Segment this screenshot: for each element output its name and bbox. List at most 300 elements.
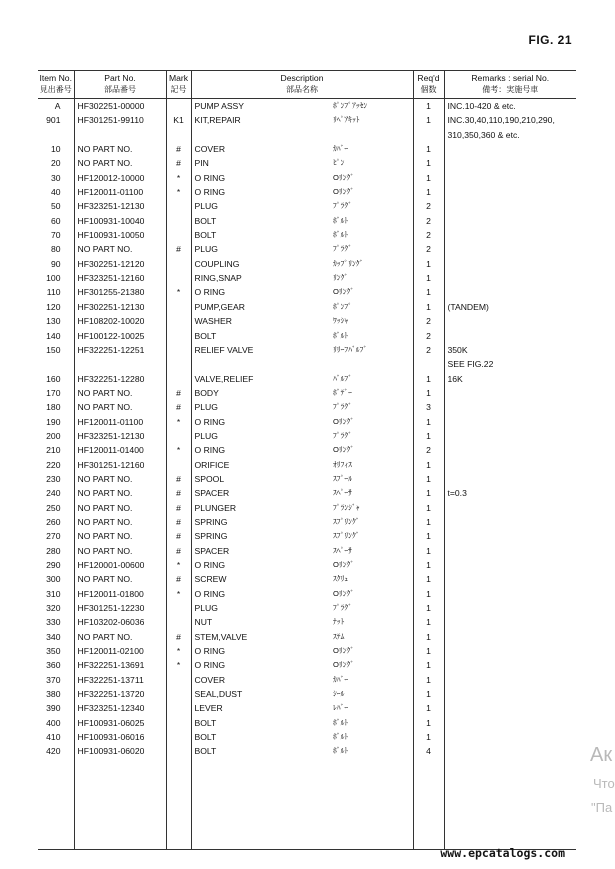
quantity-cell: 3 <box>413 400 444 414</box>
watermark-text: Ак <box>590 744 613 766</box>
item-number-cell: 901 <box>46 115 61 126</box>
description-cell: COUPLING <box>191 257 333 271</box>
table-row <box>38 572 576 586</box>
quantity-cell: 1 <box>413 300 444 314</box>
description-cell: PUMP,GEAR <box>191 300 333 314</box>
description-cell: LEVER <box>191 701 333 715</box>
part-number-cell: NO PART NO. <box>74 386 166 400</box>
mark-cell: # <box>166 386 191 400</box>
description-cell: SPRING <box>191 515 333 529</box>
part-number-cell: HF100931-06020 <box>74 744 166 758</box>
item-number-cell: 360 <box>46 660 61 671</box>
description-cell: O RING <box>191 185 333 199</box>
mark-cell: * <box>166 185 191 199</box>
remarks-cell <box>444 601 576 615</box>
table-header-row <box>38 71 576 99</box>
table-row <box>38 285 576 299</box>
japanese-name-cell: ﾜｯｼｬ <box>333 316 349 326</box>
part-number-cell: HF100931-06016 <box>74 730 166 744</box>
quantity-cell: 1 <box>413 185 444 199</box>
remarks-cell <box>444 701 576 715</box>
mark-cell: # <box>166 572 191 586</box>
japanese-name-cell: ｶﾊﾞｰ <box>333 144 349 154</box>
part-number-cell: NO PART NO. <box>74 400 166 414</box>
part-number-cell: NO PART NO. <box>74 544 166 558</box>
table-row <box>38 443 576 457</box>
remarks-cell <box>444 515 576 529</box>
quantity-cell <box>413 128 444 142</box>
description-cell: ORIFICE <box>191 458 333 472</box>
item-number-cell: 240 <box>46 488 61 499</box>
japanese-name-cell: ｵﾘﾌｨｽ <box>333 459 352 469</box>
remarks-cell <box>444 501 576 515</box>
mark-cell: K1 <box>166 113 191 127</box>
mark-cell <box>166 615 191 629</box>
quantity-cell: 1 <box>413 644 444 658</box>
item-number-cell: 220 <box>46 459 61 470</box>
part-number-cell: HF302251-12130 <box>74 300 166 314</box>
japanese-name-cell: ﾎﾞﾙﾄ <box>333 746 349 756</box>
japanese-name-cell: Oﾘﾝｸﾞ <box>333 445 355 455</box>
japanese-name-cell: ﾎﾟﾝﾌﾟ <box>333 301 352 311</box>
remarks-cell: INC.30,40,110,190,210,290, <box>444 113 576 127</box>
japanese-name-cell: ｽﾃﾑ <box>333 631 345 641</box>
description-cell: VALVE,RELIEF <box>191 372 333 386</box>
part-number-cell: HF120012-10000 <box>74 171 166 185</box>
mark-cell: * <box>166 171 191 185</box>
part-number-cell: NO PART NO. <box>74 501 166 515</box>
quantity-cell: 1 <box>413 501 444 515</box>
table-row <box>38 142 576 156</box>
table-row <box>38 300 576 314</box>
part-number-cell: HF100931-10050 <box>74 228 166 242</box>
part-number-cell: NO PART NO. <box>74 472 166 486</box>
parts-list-body <box>38 99 576 850</box>
part-number-cell: HF322251-13720 <box>74 687 166 701</box>
description-cell: WASHER <box>191 314 333 328</box>
part-number-cell: HF301251-12230 <box>74 601 166 615</box>
mark-cell <box>166 257 191 271</box>
table-row <box>38 271 576 285</box>
description-cell: COVER <box>191 673 333 687</box>
item-number-cell: 410 <box>46 732 61 743</box>
description-cell: SCREW <box>191 572 333 586</box>
quantity-cell: 1 <box>413 658 444 672</box>
part-number-cell: HF103202-06036 <box>74 615 166 629</box>
item-number-cell: A <box>54 101 61 111</box>
table-row <box>38 615 576 629</box>
quantity-cell: 4 <box>413 744 444 758</box>
part-number-cell: HF120011-01800 <box>74 587 166 601</box>
table-row <box>38 744 576 758</box>
japanese-name-cell: ﾎﾞﾙﾄ <box>333 230 349 240</box>
mark-cell: # <box>166 400 191 414</box>
part-number-cell: HF100122-10025 <box>74 329 166 343</box>
quantity-cell: 2 <box>413 314 444 328</box>
remarks-cell: 350K <box>444 343 576 357</box>
description-cell: PUMP ASSY <box>191 99 333 114</box>
remarks-cell <box>444 415 576 429</box>
japanese-name-cell: ﾎﾞﾃﾞｰ <box>333 387 352 397</box>
part-number-cell <box>74 128 166 142</box>
table-row <box>38 558 576 572</box>
quantity-cell: 1 <box>413 285 444 299</box>
mark-cell <box>166 300 191 314</box>
item-number-cell: 340 <box>46 631 61 642</box>
japanese-name-cell: ﾚﾊﾞｰ <box>333 703 349 713</box>
table-row <box>38 357 576 371</box>
mark-cell: # <box>166 630 191 644</box>
item-number-cell: 50 <box>50 201 61 212</box>
remarks-cell <box>444 730 576 744</box>
item-number-cell: 180 <box>46 402 61 413</box>
japanese-name-cell: ｽｸﾘｭ <box>333 574 349 584</box>
mark-cell: # <box>166 156 191 170</box>
empty-cell <box>333 759 413 850</box>
quantity-cell: 2 <box>413 329 444 343</box>
mark-cell: # <box>166 472 191 486</box>
mark-cell <box>166 372 191 386</box>
header-part-no: Part No. 部品番号 <box>74 71 166 99</box>
quantity-cell: 1 <box>413 572 444 586</box>
item-number-cell: 140 <box>46 330 61 341</box>
mark-cell <box>166 271 191 285</box>
part-number-cell: NO PART NO. <box>74 529 166 543</box>
japanese-name-cell: ﾅｯﾄ <box>333 617 345 627</box>
remarks-cell <box>444 271 576 285</box>
japanese-name-cell: ｶｯﾌﾟﾘﾝｸﾞ <box>333 258 364 268</box>
table-row <box>38 329 576 343</box>
table-row <box>38 544 576 558</box>
item-number-cell: 30 <box>50 172 61 183</box>
quantity-cell: 1 <box>413 673 444 687</box>
japanese-name-cell: Oﾘﾝｸﾞ <box>333 416 355 426</box>
japanese-name-cell: ﾘﾍﾟｱｷｯﾄ <box>333 115 360 125</box>
item-number-cell: 20 <box>50 158 61 169</box>
item-number-cell: 300 <box>46 574 61 585</box>
remarks-cell <box>444 199 576 213</box>
part-number-cell: HF100931-06025 <box>74 716 166 730</box>
website-link[interactable]: www.epcatalogs.com <box>440 846 565 860</box>
quantity-cell: 1 <box>413 558 444 572</box>
description-cell: BOLT <box>191 716 333 730</box>
header-description: Description 部品名称 <box>191 71 413 99</box>
figure-label: FIG. 21 <box>528 33 572 47</box>
part-number-cell: HF322251-13711 <box>74 673 166 687</box>
quantity-cell: 1 <box>413 156 444 170</box>
japanese-name-cell: ﾎﾟﾝﾌﾟｱｯｾﾝ <box>333 101 368 110</box>
table-row <box>38 429 576 443</box>
japanese-name-cell: Oﾘﾝｸﾞ <box>333 560 355 569</box>
table-row <box>38 343 576 357</box>
part-number-cell: HF100931-10040 <box>74 214 166 228</box>
remarks-cell <box>444 171 576 185</box>
table-row <box>38 128 576 142</box>
item-number-cell: 400 <box>46 717 61 728</box>
part-number-cell: HF301251-99110 <box>74 113 166 127</box>
part-number-cell: HF120001-00600 <box>74 558 166 572</box>
japanese-name-cell: ﾌﾟﾗｸﾞ <box>333 402 352 412</box>
part-number-cell: HF120011-01100 <box>74 185 166 199</box>
remarks-cell <box>444 142 576 156</box>
item-number-cell: 230 <box>46 473 61 484</box>
remarks-cell <box>444 587 576 601</box>
japanese-name-cell: ｼｰﾙ <box>333 689 345 699</box>
part-number-cell: NO PART NO. <box>74 630 166 644</box>
description-cell: PLUG <box>191 400 333 414</box>
japanese-name-cell: ﾌﾟﾗｸﾞ <box>333 201 352 211</box>
table-row <box>38 658 576 672</box>
mark-cell <box>166 716 191 730</box>
table-row <box>38 199 576 213</box>
description-cell: SPRING <box>191 529 333 543</box>
quantity-cell: 1 <box>413 415 444 429</box>
item-number-cell: 210 <box>46 445 61 456</box>
part-number-cell: HF301251-12160 <box>74 458 166 472</box>
part-number-cell: NO PART NO. <box>74 486 166 500</box>
table-spacer-row <box>38 759 576 850</box>
japanese-name-cell: ｽﾍﾟｰｻ <box>333 545 352 555</box>
description-cell: SPACER <box>191 544 333 558</box>
table-row <box>38 486 576 500</box>
mark-cell <box>166 199 191 213</box>
item-number-cell: 190 <box>46 416 61 427</box>
mark-cell <box>166 214 191 228</box>
part-number-cell: HF323251-12340 <box>74 701 166 715</box>
remarks-cell <box>444 615 576 629</box>
remarks-cell <box>444 228 576 242</box>
part-number-cell: HF120011-01100 <box>74 415 166 429</box>
item-number-cell: 170 <box>46 387 61 398</box>
japanese-name-cell: ﾎﾞﾙﾄ <box>333 732 349 742</box>
description-cell: COVER <box>191 142 333 156</box>
table-row <box>38 630 576 644</box>
item-number-cell: 120 <box>46 301 61 312</box>
quantity-cell: 1 <box>413 544 444 558</box>
quantity-cell: 1 <box>413 271 444 285</box>
remarks-cell <box>444 156 576 170</box>
quantity-cell: 2 <box>413 242 444 256</box>
description-cell: RELIEF VALVE <box>191 343 333 357</box>
description-cell: O RING <box>191 171 333 185</box>
description-cell <box>191 357 333 371</box>
quantity-cell: 1 <box>413 630 444 644</box>
japanese-name-cell: Oﾘﾝｸﾞ <box>333 660 355 670</box>
table-row <box>38 185 576 199</box>
table-row <box>38 156 576 170</box>
part-number-cell: NO PART NO. <box>74 142 166 156</box>
remarks-cell <box>444 400 576 414</box>
item-number-cell: 110 <box>46 287 61 298</box>
part-number-cell: NO PART NO. <box>74 515 166 529</box>
table-row <box>38 415 576 429</box>
item-number-cell: 100 <box>46 273 61 284</box>
mark-cell: # <box>166 486 191 500</box>
japanese-name-cell: ﾌﾟﾗｸﾞ <box>333 430 352 440</box>
remarks-cell <box>444 658 576 672</box>
mark-cell: * <box>166 415 191 429</box>
mark-cell <box>166 357 191 371</box>
table-row <box>38 687 576 701</box>
remarks-cell: t=0.3 <box>444 486 576 500</box>
quantity-cell: 1 <box>413 113 444 127</box>
quantity-cell: 1 <box>413 142 444 156</box>
remarks-cell <box>444 644 576 658</box>
remarks-cell <box>444 329 576 343</box>
remarks-cell <box>444 285 576 299</box>
mark-cell: # <box>166 515 191 529</box>
empty-cell <box>444 759 576 850</box>
item-number-cell: 290 <box>46 560 61 570</box>
description-cell: PIN <box>191 156 333 170</box>
description-cell: KIT,REPAIR <box>191 113 333 127</box>
mark-cell <box>166 744 191 758</box>
part-number-cell: NO PART NO. <box>74 242 166 256</box>
item-number-cell: 330 <box>46 617 61 628</box>
table-row <box>38 228 576 242</box>
quantity-cell: 1 <box>413 429 444 443</box>
remarks-cell <box>444 630 576 644</box>
remarks-cell <box>444 472 576 486</box>
description-cell: BOLT <box>191 730 333 744</box>
quantity-cell: 1 <box>413 601 444 615</box>
japanese-name-cell: ｽﾌﾟﾘﾝｸﾞ <box>333 531 360 541</box>
item-number-cell <box>38 357 74 371</box>
japanese-name-cell: Oﾘﾝｸﾞ <box>333 187 355 197</box>
remarks-cell <box>444 242 576 256</box>
table-row <box>38 472 576 486</box>
quantity-cell: 1 <box>413 458 444 472</box>
part-number-cell: HF322251-13691 <box>74 658 166 672</box>
description-cell: SPACER <box>191 486 333 500</box>
watermark-text: Что <box>593 776 615 791</box>
table-row <box>38 701 576 715</box>
description-cell: BODY <box>191 386 333 400</box>
parts-list-table <box>38 70 576 850</box>
remarks-cell <box>444 572 576 586</box>
quantity-cell: 1 <box>413 701 444 715</box>
remarks-cell <box>444 744 576 758</box>
table-row <box>38 673 576 687</box>
japanese-name-cell: ﾊﾞﾙﾌﾞ <box>333 373 352 383</box>
japanese-name-cell: ﾎﾞﾙﾄ <box>333 215 349 225</box>
japanese-name-cell: ﾌﾟﾗﾝｼﾞｬ <box>333 502 360 512</box>
part-number-cell: HF120011-02100 <box>74 644 166 658</box>
item-number-cell: 270 <box>46 531 61 542</box>
japanese-name-cell: ｶﾊﾞｰ <box>333 674 349 684</box>
remarks-cell <box>444 458 576 472</box>
item-number-cell: 280 <box>46 545 61 556</box>
item-number-cell: 150 <box>46 344 61 355</box>
table-row <box>38 386 576 400</box>
quantity-cell: 1 <box>413 257 444 271</box>
item-number-cell: 40 <box>50 187 61 198</box>
japanese-name-cell: ｽﾍﾟｰｻ <box>333 488 352 498</box>
japanese-name-cell: ｽﾌﾟｰﾙ <box>333 473 352 483</box>
japanese-name-cell: ｽﾌﾟﾘﾝｸﾞ <box>333 516 360 526</box>
mark-cell: # <box>166 501 191 515</box>
item-number-cell: 80 <box>50 244 61 255</box>
mark-cell <box>166 343 191 357</box>
part-number-cell: NO PART NO. <box>74 156 166 170</box>
description-cell <box>191 128 333 142</box>
mark-cell <box>166 601 191 615</box>
japanese-name-cell: ﾎﾞﾙﾄ <box>333 330 349 340</box>
part-number-cell: HF302251-12120 <box>74 257 166 271</box>
item-number-cell: 260 <box>46 516 61 527</box>
mark-cell: # <box>166 142 191 156</box>
description-cell: PLUG <box>191 601 333 615</box>
description-cell: O RING <box>191 443 333 457</box>
part-number-cell: HF120011-01400 <box>74 443 166 457</box>
mark-cell: * <box>166 644 191 658</box>
japanese-name-cell: ﾌﾟﾗｸﾞ <box>333 603 352 613</box>
item-number-cell: 200 <box>46 430 61 441</box>
description-cell: NUT <box>191 615 333 629</box>
header-reqd: Req'd 個数 <box>413 71 444 99</box>
table-row <box>38 730 576 744</box>
description-cell: SEAL,DUST <box>191 687 333 701</box>
description-cell: PLUG <box>191 429 333 443</box>
mark-cell <box>166 701 191 715</box>
item-number-cell: 60 <box>50 215 61 226</box>
item-number-cell: 70 <box>50 230 61 241</box>
description-cell: O RING <box>191 415 333 429</box>
part-number-cell: NO PART NO. <box>74 572 166 586</box>
remarks-cell: 310,350,360 & etc. <box>444 128 576 142</box>
quantity-cell: 1 <box>413 486 444 500</box>
quantity-cell: 2 <box>413 214 444 228</box>
table-row <box>38 257 576 271</box>
item-number-cell: 160 <box>46 373 61 384</box>
description-cell: BOLT <box>191 329 333 343</box>
japanese-name-cell: Oﾘﾝｸﾞ <box>333 287 355 297</box>
item-number-cell: 130 <box>46 316 61 327</box>
quantity-cell: 1 <box>413 515 444 529</box>
table-row <box>38 113 576 127</box>
description-cell: PLUG <box>191 242 333 256</box>
remarks-cell: (TANDEM) <box>444 300 576 314</box>
header-remarks: Remarks : serial No. 備考：実施号車 <box>444 71 576 99</box>
quantity-cell: 1 <box>413 615 444 629</box>
description-cell: PLUNGER <box>191 501 333 515</box>
quantity-cell: 1 <box>413 730 444 744</box>
mark-cell: * <box>166 658 191 672</box>
item-number-cell: 350 <box>46 646 61 657</box>
description-cell: O RING <box>191 644 333 658</box>
mark-cell <box>166 458 191 472</box>
remarks-cell <box>444 386 576 400</box>
remarks-cell <box>444 529 576 543</box>
quantity-cell: 2 <box>413 443 444 457</box>
japanese-name-cell: Oﾘﾝｸﾞ <box>333 646 355 656</box>
part-number-cell: HF323251-12160 <box>74 271 166 285</box>
header-item-no: Item No. 見出番号 <box>38 71 74 99</box>
mark-cell <box>166 673 191 687</box>
mark-cell <box>166 228 191 242</box>
item-number-cell: 370 <box>46 674 61 685</box>
part-number-cell: HF301255-21380 <box>74 285 166 299</box>
description-cell: SPOOL <box>191 472 333 486</box>
quantity-cell: 1 <box>413 372 444 386</box>
item-number-cell: 250 <box>46 502 61 513</box>
mark-cell: # <box>166 544 191 558</box>
quantity-cell <box>413 357 444 371</box>
remarks-cell: SEE FIG.22 <box>444 357 576 371</box>
quantity-cell: 1 <box>413 472 444 486</box>
description-cell: O RING <box>191 587 333 601</box>
description-cell: BOLT <box>191 744 333 758</box>
